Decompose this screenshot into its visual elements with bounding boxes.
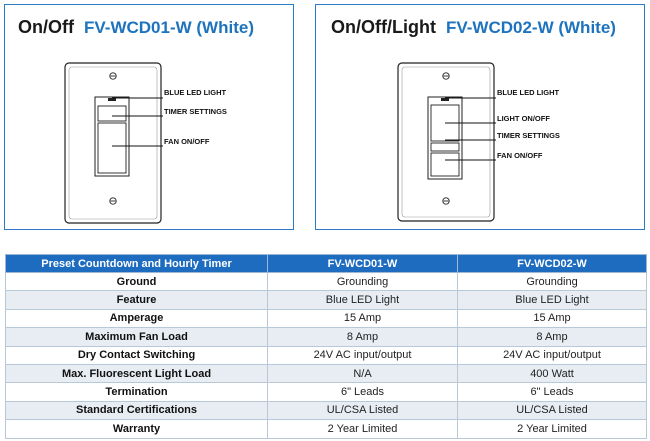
cell-wcd01: Grounding: [268, 273, 458, 291]
header-feature: Preset Countdown and Hourly Timer: [6, 255, 268, 273]
cell-wcd02: Grounding: [458, 273, 647, 291]
callout-timer-settings: TIMER SETTINGS: [164, 107, 227, 116]
screw-bottom: [443, 198, 449, 204]
table-row: [6, 309, 647, 327]
callout-timer-settings: TIMER SETTINGS: [497, 131, 560, 140]
table-row: [6, 346, 647, 364]
fan-on-off-button: [431, 153, 459, 176]
cell-wcd01: UL/CSA Listed: [268, 401, 458, 419]
cell-wcd01: 15 Amp: [268, 309, 458, 327]
header-wcd02: FV-WCD02-W: [458, 255, 647, 273]
cell-wcd01: Blue LED Light: [268, 291, 458, 309]
cell-wcd02: 15 Amp: [458, 309, 647, 327]
table-row: [6, 328, 647, 346]
cell-wcd01: 6" Leads: [268, 383, 458, 401]
model-wcd01: FV-WCD01-W (White): [84, 18, 254, 37]
callout-fan-on-off: FAN ON/OFF: [164, 137, 210, 146]
cell-wcd02: 2 Year Limited: [458, 420, 647, 438]
row-label: Termination: [6, 383, 268, 401]
panel-fv-wcd02: [315, 4, 645, 230]
switch-diagram-wcd01: [5, 5, 295, 231]
cell-wcd02: 8 Amp: [458, 328, 647, 346]
table-row: [6, 273, 647, 291]
table-row: [6, 291, 647, 309]
row-label: Amperage: [6, 309, 268, 327]
table-row: [6, 401, 647, 419]
table-row: [6, 383, 647, 401]
table-row: [6, 364, 647, 382]
cell-wcd02: Blue LED Light: [458, 291, 647, 309]
row-label: Dry Contact Switching: [6, 346, 268, 364]
title-on-off: On/Off: [18, 17, 74, 37]
cell-wcd02: 400 Watt: [458, 364, 647, 382]
cell-wcd02: 6" Leads: [458, 383, 647, 401]
header-wcd01: FV-WCD01-W: [268, 255, 458, 273]
callout-blue-led: BLUE LED LIGHT: [497, 88, 560, 97]
spec-table: [5, 254, 647, 439]
cell-wcd01: 8 Amp: [268, 328, 458, 346]
row-label: Standard Certifications: [6, 401, 268, 419]
row-label: Max. Fluorescent Light Load: [6, 364, 268, 382]
row-label: Feature: [6, 291, 268, 309]
cell-wcd02: 24V AC input/output: [458, 346, 647, 364]
table-header-row: [6, 255, 647, 273]
timer-settings-button: [98, 106, 126, 121]
table-row: [6, 420, 647, 438]
callout-light-on-off: LIGHT ON/OFF: [497, 114, 550, 123]
row-label: Maximum Fan Load: [6, 328, 268, 346]
model-wcd02: FV-WCD02-W (White): [445, 18, 616, 37]
cell-wcd02: UL/CSA Listed: [458, 401, 647, 419]
screw-bottom: [110, 198, 116, 204]
panel-fv-wcd01: [4, 4, 294, 230]
callout-blue-led: BLUE LED LIGHT: [164, 88, 227, 97]
timer-settings-button: [431, 143, 459, 151]
row-label: Ground: [6, 273, 268, 291]
screw-top: [443, 73, 449, 79]
cell-wcd01: 2 Year Limited: [268, 420, 458, 438]
screw-top: [110, 73, 116, 79]
title-on-off-light: On/Off/Light: [331, 17, 436, 37]
fan-on-off-button: [98, 123, 126, 173]
row-label: Warranty: [6, 420, 268, 438]
switch-diagram-wcd02: [316, 5, 646, 231]
cell-wcd01: N/A: [268, 364, 458, 382]
callout-fan-on-off: FAN ON/OFF: [497, 151, 543, 160]
cell-wcd01: 24V AC input/output: [268, 346, 458, 364]
